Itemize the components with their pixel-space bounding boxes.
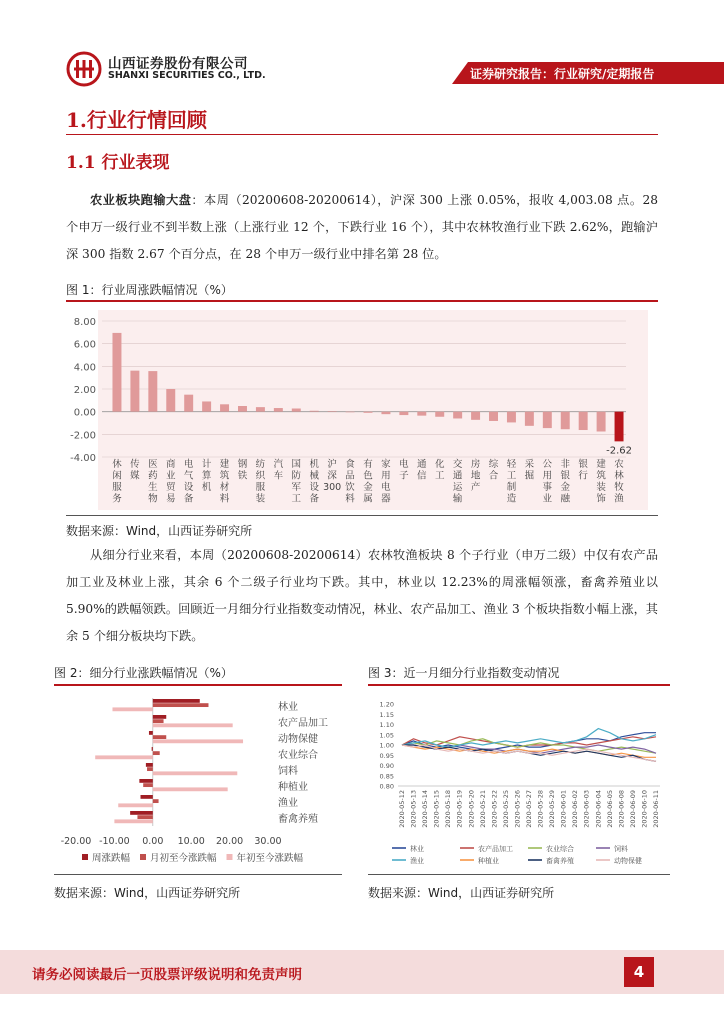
fig3-xtick-label: 2020-06-08 (617, 790, 626, 828)
fig1-category-label: 电子 (399, 459, 409, 482)
fig3-xtick-label: 2020-06-05 (605, 790, 614, 828)
fig2-bar (153, 699, 200, 703)
fig1-category-label: 采掘 (524, 459, 535, 482)
fig3-legend-label: 种植业 (478, 857, 499, 865)
fig1-category-label: 房地产 (470, 459, 481, 493)
fig1-bar (543, 412, 552, 428)
fig3-xtick-label: 2020-05-18 (444, 790, 453, 828)
fig1-title: 图 1：行业周涨跌幅情况（%） (66, 283, 233, 297)
fig1-ytick-label: -2.00 (70, 430, 96, 442)
fig1-category-label: 沪深 300 (323, 459, 342, 493)
fig3-ytick-label: 0.80 (379, 782, 394, 791)
company-name-en: SHANXI SECURITIES CO., LTD. (108, 70, 266, 81)
fig3-xtick-label: 2020-05-19 (455, 790, 464, 828)
fig3-top-rule (368, 684, 670, 686)
fig3-legend-label: 农产品加工 (478, 845, 513, 853)
fig1-category-label: 轻工制造 (506, 459, 517, 505)
fig1-category-label: 商业贸易 (166, 459, 176, 505)
fig1-bar (417, 412, 426, 416)
company-name-cn: 山西证券股份有限公司 (108, 56, 248, 72)
fig2-bar (137, 815, 152, 819)
fig1-bar (364, 412, 373, 413)
fig1-chart (66, 305, 658, 515)
fig1-category-label: 公用事业 (542, 459, 553, 505)
fig2-xtick-label: 20.00 (215, 836, 244, 847)
fig1-bar (489, 412, 498, 421)
fig3-xtick-label: 2020-05-20 (467, 790, 476, 828)
fig2-xtick-label: 0.00 (142, 836, 164, 847)
paragraph-body: ：本周（20200608-20200614），沪深 300 上涨 0.05%，报收 4,003.08 点。28 个申万一级行业不到半数上涨（上涨行业 12 个，下跌行业 16 个），其中农林牧渔行业下跌 2.62%，跑输沪深 300 指数 2.67 个百分点，在 28 个申万一级行业中排名第 28 位。 (66, 193, 658, 261)
fig1-category-label: 家用电器 (381, 459, 391, 505)
fig2-category-label: 渔业 (278, 798, 298, 809)
fig1-bar (166, 389, 175, 412)
fig2-bar (153, 751, 160, 755)
fig3-xtick-label: 2020-05-22 (490, 790, 499, 828)
fig1-ytick-label: 6.00 (73, 339, 96, 351)
fig1-bar (435, 412, 444, 417)
fig1-category-label: 农林牧渔 (614, 459, 624, 505)
fig3-xtick-label: 2020-05-27 (525, 790, 533, 828)
fig1-category-label: 机械设备 (309, 459, 319, 505)
fig2-top-rule (54, 684, 342, 686)
fig2-xtick-label: 30.00 (254, 836, 282, 847)
fig2-bar (153, 715, 166, 719)
fig1-bar (471, 412, 480, 420)
fig3-xtick-label: 2020-05-28 (536, 790, 545, 828)
fig1-bar (579, 412, 588, 430)
fig1-bar (310, 411, 319, 412)
fig2-bottom-rule (54, 874, 342, 875)
fig2-bar (141, 795, 153, 799)
fig2-category-label: 畜禽养殖 (278, 814, 318, 825)
fig3-xtick-label: 2020-05-29 (548, 790, 557, 828)
fig3-xtick-label: 2020-06-11 (652, 790, 660, 828)
fig2-bar (152, 747, 153, 751)
fig1-category-label: 交通运输 (452, 459, 463, 505)
page-number: 4 (624, 957, 654, 987)
fig2-bar (147, 767, 153, 771)
fig2-xtick-label: 10.00 (177, 836, 205, 847)
fig2-bar (149, 731, 153, 735)
fig1-bar (148, 371, 157, 412)
fig2-bar (153, 799, 159, 803)
fig3-legend-label: 饲料 (614, 845, 628, 853)
fig1-category-label: 通信 (417, 459, 427, 482)
fig1-data-label: -2.62 (606, 445, 632, 457)
fig3-legend-label: 渔业 (410, 857, 424, 865)
fig1-category-label: 纺织服装 (255, 459, 266, 505)
fig3-ytick-label: 0.85 (379, 772, 394, 781)
fig3-ytick-label: 0.90 (379, 762, 394, 770)
fig1-bar (274, 408, 283, 412)
fig3-source: 数据来源：Wind，山西证券研究所 (368, 886, 555, 900)
fig3-legend-label: 畜禽养殖 (546, 857, 574, 865)
section-divider (66, 134, 658, 135)
fig1-category-label: 银行 (578, 459, 588, 482)
fig3-xtick-label: 2020-06-03 (582, 790, 591, 828)
fig3-xtick-label: 2020-06-02 (571, 790, 580, 828)
paragraph-market (66, 187, 658, 268)
fig1-category-label: 休闲服务 (112, 459, 122, 505)
fig1-category-label: 汽车 (273, 459, 284, 482)
fig3-bottom-rule (368, 874, 670, 875)
fig3-xtick-label: 2020-06-10 (640, 790, 649, 828)
subsection-title: 1.1 行业表现 (66, 153, 170, 173)
fig3-xtick-label: 2020-05-14 (421, 790, 430, 828)
fig1-category-label: 计算机 (201, 459, 212, 493)
fig1-bar (453, 412, 462, 419)
fig2-category-label: 动物保健 (278, 734, 318, 745)
fig1-bar (615, 412, 624, 442)
fig1-ytick-label: 2.00 (73, 385, 96, 396)
fig2-bar (146, 763, 153, 767)
fig1-bar (184, 395, 193, 412)
fig2-legend-label: 月初至今涨跌幅 (150, 853, 217, 864)
fig1-bar (507, 412, 516, 423)
fig2-bar (153, 739, 243, 743)
fig1-bar (399, 412, 408, 415)
paragraph-subsector: 从细分行业来看，本周（20200608-20200614）农林牧渔板块 8 个子行业（申万二级）中仅有农产品加工业及林业上涨，其余 6 个二级子行业均下跌。其中，林业以 12.23%的周涨幅领涨，畜禽养殖业以 5.90%的跌幅领跌。回顾近一月细分行业指数变动情况，林业、农产品加工、渔业 3 个板块指数小幅上涨，其余 5 个细分板块均下跌。 (66, 548, 658, 643)
fig1-bar (525, 412, 534, 426)
fig1-bar (561, 412, 570, 430)
fig1-bottom-rule (66, 515, 658, 516)
fig3-ytick-label: 1.15 (379, 710, 394, 719)
fig3-title: 图 3：近一月细分行业指数变动情况 (368, 666, 560, 680)
fig1-category-label: 国防军工 (291, 459, 302, 505)
fig1-bar (381, 412, 390, 414)
fig1-bar (112, 333, 121, 412)
fig3-xtick-label: 2020-05-25 (501, 790, 510, 828)
fig2-category-label: 林业 (278, 702, 298, 713)
fig3-xtick-label: 2020-05-26 (513, 790, 522, 828)
page-header (0, 0, 724, 92)
fig2-legend-swatch (140, 854, 146, 860)
fig3-xtick-label: 2020-05-12 (398, 790, 406, 828)
fig3-xtick-label: 2020-06-04 (594, 790, 603, 828)
section-title: 1.行业行情回顾 (66, 108, 207, 132)
fig2-source: 数据来源：Wind，山西证券研究所 (54, 886, 241, 900)
fig1-category-label: 有色金属 (363, 459, 373, 505)
fig1-bar (597, 412, 606, 432)
fig1-category-label: 建筑装饰 (596, 459, 606, 505)
fig1-category-label: 建筑材料 (219, 459, 230, 505)
fig2-legend-label: 年初至今涨跌幅 (236, 853, 304, 864)
fig3-xtick-label: 2020-05-21 (478, 790, 487, 828)
fig1-category-label: 食品饮料 (345, 459, 355, 505)
fig2-legend-swatch (82, 854, 88, 860)
fig2-category-label: 农业综合 (278, 750, 318, 761)
footer-notice: 请务必阅读最后一页股票评级说明和免责声明 (32, 967, 302, 983)
fig1-bar (256, 407, 265, 412)
fig1-bar (328, 411, 337, 412)
company-logo-icon (66, 51, 102, 87)
fig3-xtick-label: 2020-06-09 (628, 790, 637, 828)
fig3-xtick-label: 2020-05-13 (409, 790, 418, 828)
fig2-category-label: 农产品加工 (278, 718, 328, 729)
fig2-chart (54, 688, 342, 868)
fig2-xtick-label: -10.00 (99, 836, 130, 847)
fig1-ytick-label: 0.00 (73, 407, 96, 419)
fig2-bar (153, 703, 209, 707)
fig2-bar (153, 787, 228, 791)
fig1-ytick-label: -4.00 (70, 453, 96, 464)
fig1-category-label: 传媒 (130, 459, 140, 482)
fig3-legend-label: 林业 (410, 845, 424, 853)
fig3-ytick-label: 1.20 (379, 700, 394, 709)
fig3-ytick-label: 1.10 (379, 721, 394, 729)
fig1-category-label: 非银金融 (560, 459, 570, 505)
fig1-bar (238, 406, 247, 412)
fig1-category-label: 钢铁 (237, 459, 248, 482)
fig2-bar (139, 779, 152, 783)
fig1-bar (130, 371, 139, 412)
fig2-bar (114, 819, 152, 823)
fig2-xtick-label: -20.00 (60, 836, 92, 847)
fig1-bar (220, 404, 229, 411)
fig3-ytick-label: 1.05 (379, 731, 394, 740)
fig2-bar (130, 811, 153, 815)
fig3-legend-label: 农业综合 (546, 845, 574, 853)
fig3-chart (368, 688, 670, 868)
fig1-category-label: 医药生物 (148, 459, 158, 505)
fig3-xtick-label: 2020-05-15 (432, 790, 441, 828)
fig2-bar (153, 719, 164, 723)
fig3-legend-label: 动物保健 (614, 857, 642, 865)
fig1-ytick-label: 8.00 (73, 317, 96, 328)
fig2-category-label: 种植业 (278, 782, 308, 793)
fig1-source: 数据来源：Wind，山西证券研究所 (66, 524, 253, 538)
fig2-bar (112, 707, 152, 711)
fig3-ytick-label: 0.95 (379, 751, 394, 760)
fig1-category-label: 电气设备 (183, 459, 194, 505)
fig2-legend-label: 周涨跌幅 (92, 853, 131, 864)
paragraph-lead: 农业板块跑输大盘 (90, 193, 192, 207)
fig1-bar (292, 408, 301, 411)
fig2-bar (153, 771, 237, 775)
fig2-legend-swatch (227, 854, 233, 860)
fig1-bar (202, 401, 211, 411)
fig3-ytick-label: 1.00 (379, 741, 394, 750)
fig2-bar (118, 803, 153, 807)
fig2-title: 图 2：细分行业涨跌幅情况（%） (54, 666, 233, 680)
report-type: 证券研究报告：行业研究/定期报告 (470, 67, 655, 81)
fig2-bar (153, 723, 233, 727)
fig2-bar (95, 755, 153, 759)
fig2-category-label: 饲料 (278, 766, 298, 777)
fig1-top-rule (66, 300, 658, 302)
fig2-bar (143, 783, 153, 787)
fig2-bar (153, 735, 166, 739)
fig1-bar (346, 412, 355, 413)
fig1-ytick-label: 4.00 (73, 362, 96, 374)
fig1-category-label: 化工 (434, 459, 445, 482)
fig1-category-label: 综合 (488, 459, 499, 482)
fig3-xtick-label: 2020-06-01 (559, 790, 568, 828)
